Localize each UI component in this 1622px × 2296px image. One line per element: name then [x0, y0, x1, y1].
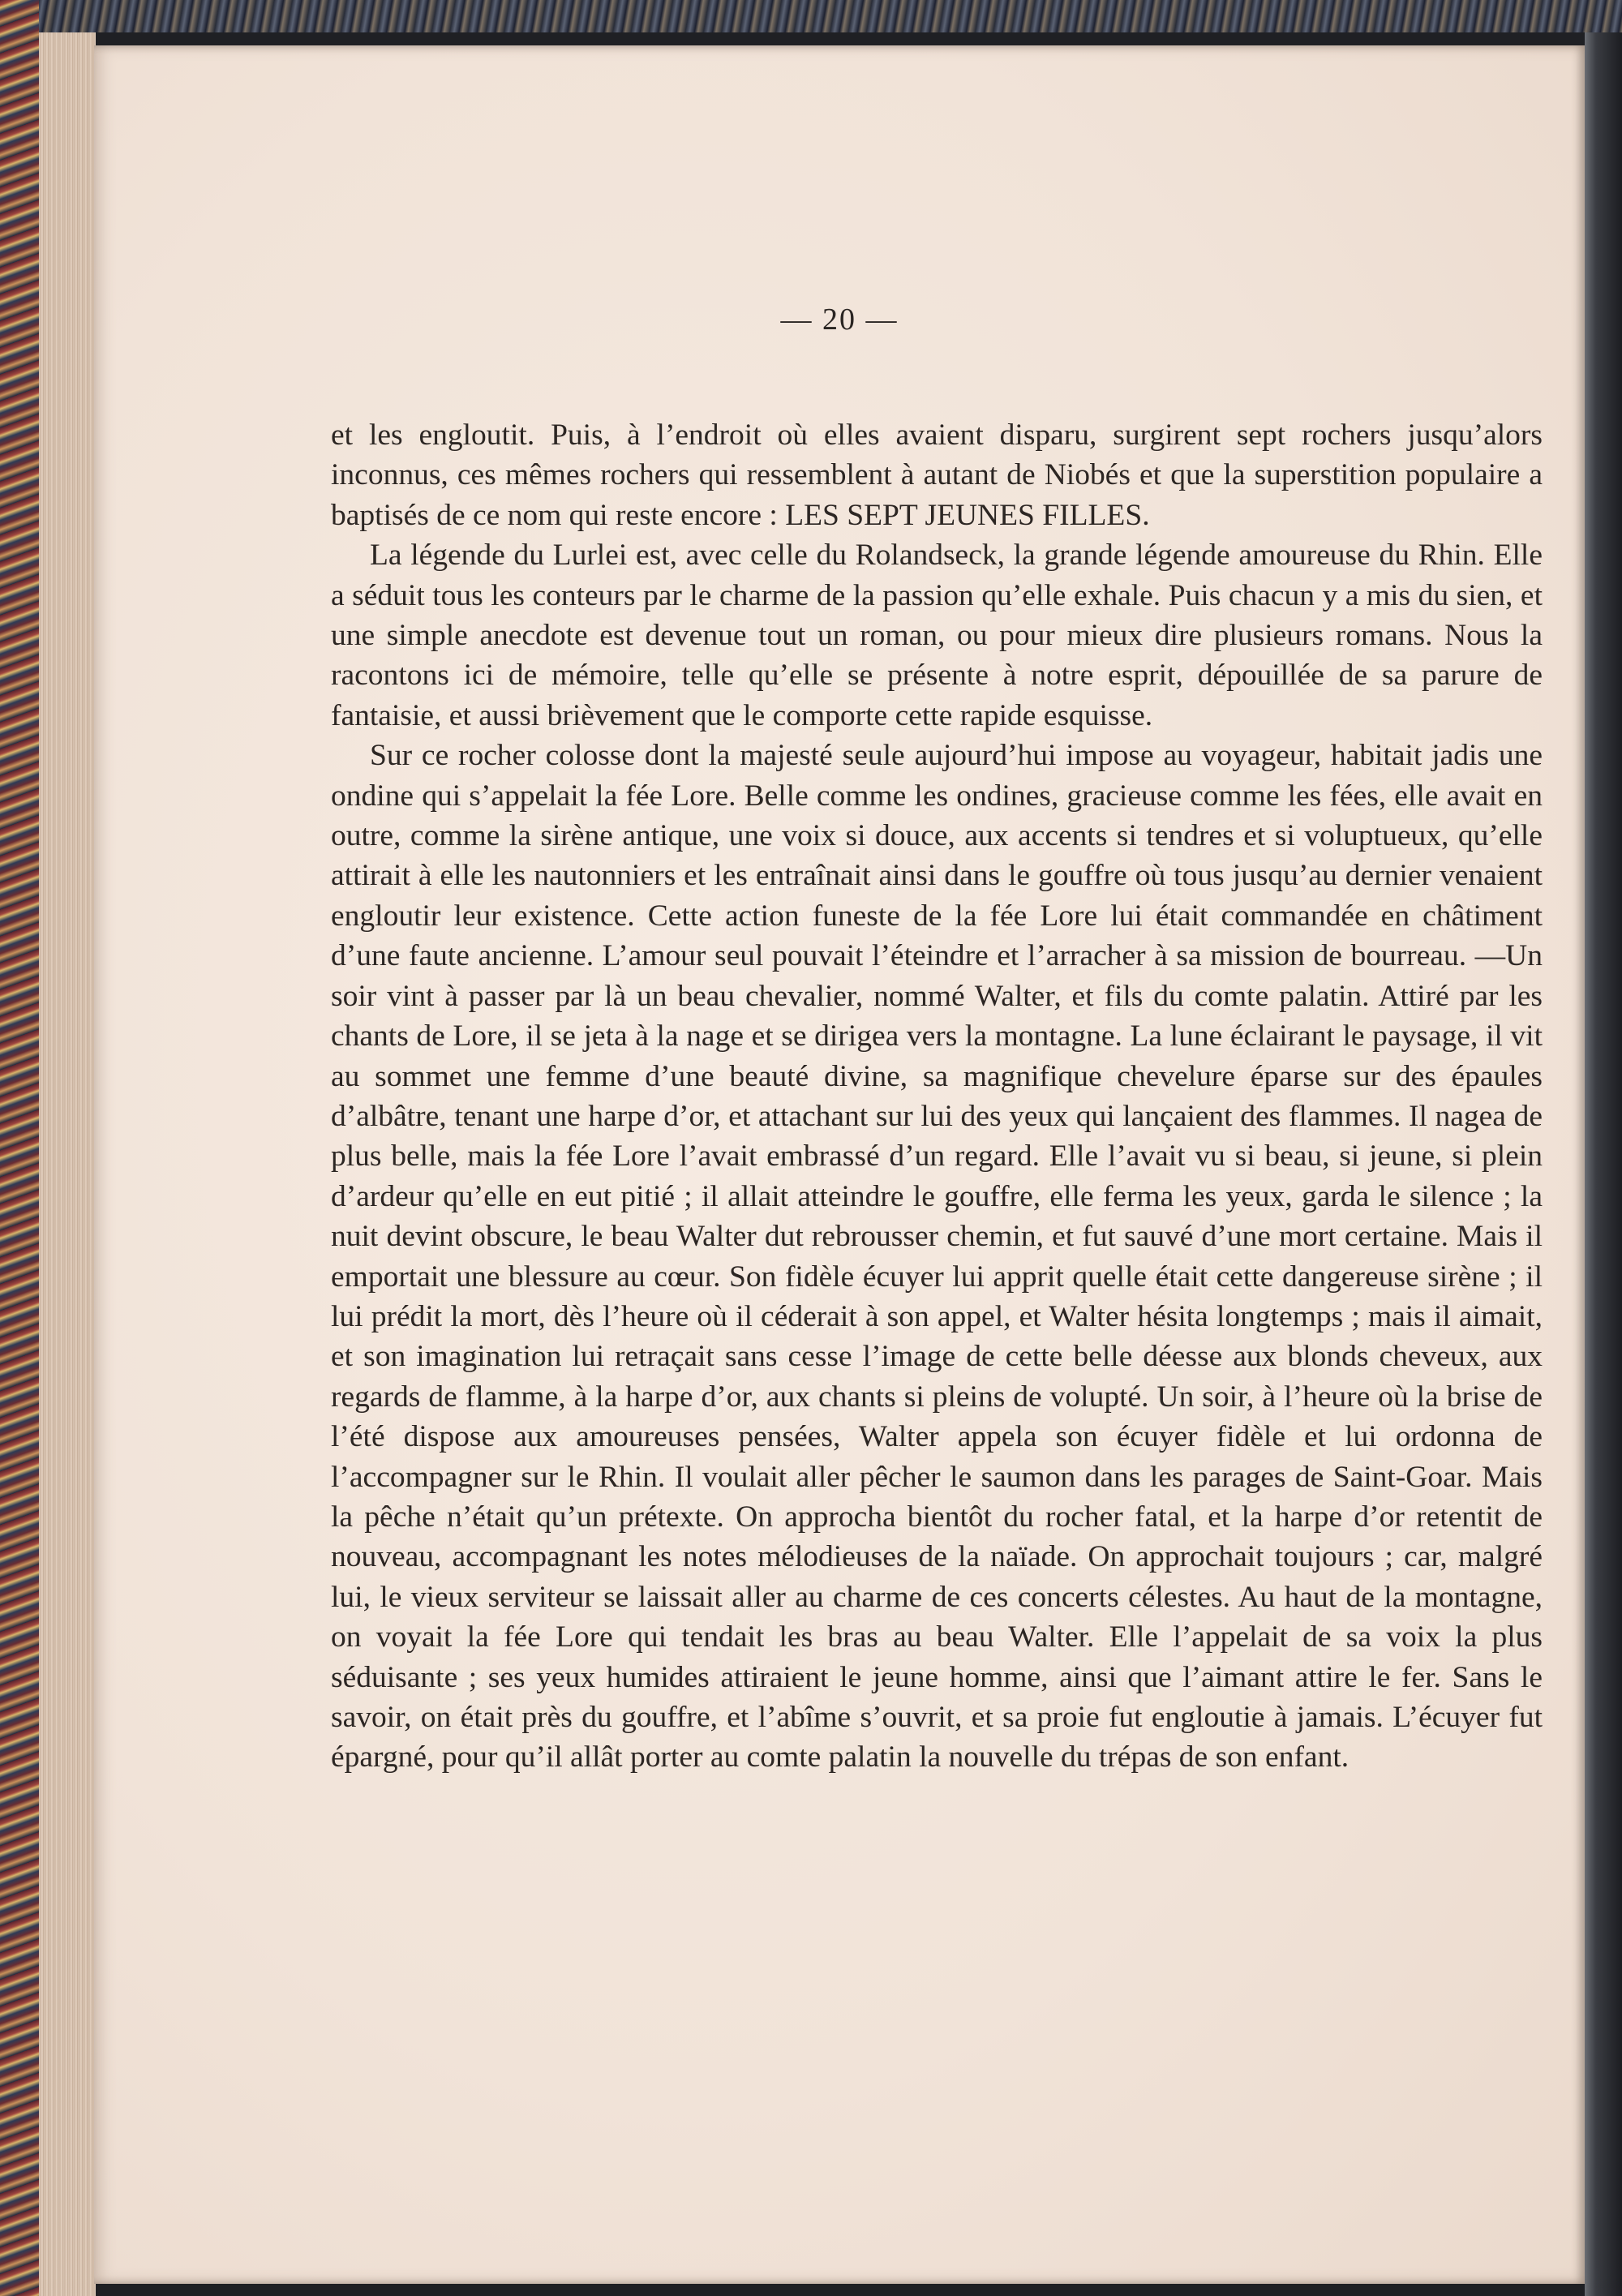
paragraph: La légende du Lurlei est, avec celle du Rolandseck, la grande légende amoureuse du Rhin. Elle a séduit tous les conteurs par le charme de la passion qu’elle exhale. Puis chacun y a mis du sien, et une simple anecdote est devenue tout un roman, ou pour mieux dire plusieurs romans. Nous la racontons ici de mémoire, telle qu’elle se présente à notre esprit, dépouillée de sa parure de fantaisie, et aussi brièvement que le comporte cette rapide esquisse.	[331, 539, 1543, 732]
marbled-endpaper	[0, 0, 39, 2296]
page-number: — 20 —	[780, 303, 899, 337]
paragraph: Sur ce rocher colosse dont la majesté seule aujourd’hui impose au voyageur, habitait jadis une ondine qui s’appelait la fée Lore. Belle comme les ondines, gracieuse comme les fées, elle avait en outre, comme la sirène antique, une voix si douce, aux accents si tendres et si voluptueux, qu’elle attirait à elle les nautonniers et les entraînait ainsi dans le gouffre où tous jusqu’au dernier venaient engloutir leur existence. Cette action funeste de la fée Lore lui était commandée en châtiment d’une faute ancienne. L’amour seul pouvait l’éteindre et l’arracher à sa mission de bourreau. —Un soir vint à passer par là un beau chevalier, nommé Walter, et fils du comte palatin. Attiré par les chants de Lore, il se jeta à la nage et se dirigea vers la montagne. La lune éclairant le paysage, il vit au sommet une femme d’une beauté divine, sa magnifique chevelure éparse sur des épaules d’albâtre, tenant une harpe d’or, et attachant sur lui des yeux qui lançaient des flammes. Il nagea de plus belle, mais la fée Lore l’avait embrassé d’un regard. Elle l’avait vu si beau, si jeune, si plein d’ardeur qu’elle en eut pitié ; il allait atteindre le gouffre, elle ferma les yeux, garda le silence ; la nuit devint obscure, le beau Walter dut rebrousser chemin, et fut sauvé d’une mort certaine. Mais il emportait une blessure au cœur. Son fidèle écuyer lui apprit quelle était cette dangereuse sirène ; il lui prédit la mort, dès l’heure où il céderait à son appel, et Walter hésita longtemps ; mais il aimait, et son imagination lui retraçait sans cesse l’image de cette belle déesse aux blonds cheveux, aux regards de flamme, à la harpe d’or, aux chants si pleins de volupté. Un soir, à l’heure où la brise de l’été dispose aux amoureuses pensées, Walter appela son écuyer fidèle et lui ordonna de l’accompagner sur le Rhin. Il voulait aller pêcher le saumon dans les parages de Saint-Goar. Mais la pêche n’était qu’un prétexte. On approcha bientôt du rocher fatal, et la harpe d’or retentit de nouveau, accompagnant les notes mélodieuses de la naïade. On approchait toujours ; car, malgré lui, le vieux serviteur se laissait aller au charme de ces concerts célestes. Au haut de la montagne, on voyait la fée Lore qui tendait les bras au beau Walter. Elle l’appelait de sa voix la plus séduisante ; ses yeux humides attiraient le jeune homme, ainsi que l’aimant attire le fer. Sans le savoir, on était près du gouffre, et l’abîme s’ouvrit, et sa proie fut engloutie à jamais. L’écuyer fut épargné, pour qu’il allât porter au comte palatin la nouvelle du trépas de son enfant.	[331, 739, 1543, 1775]
binding-edge	[39, 0, 1622, 32]
paragraph: et les engloutit. Puis, à l’endroit où elles avaient disparu, surgirent sept rochers jusqu’alors inconnus, ces mêmes rochers qui ressemblent à autant de Niobés et que la superstition populaire a baptisés de ce nom qui reste encore : LES SEPT JEUNES FILLES.	[331, 418, 1543, 532]
body-text	[331, 415, 1543, 1778]
page-edges	[39, 32, 96, 2296]
book-page	[94, 45, 1585, 2284]
cover-edge	[1585, 32, 1622, 2296]
